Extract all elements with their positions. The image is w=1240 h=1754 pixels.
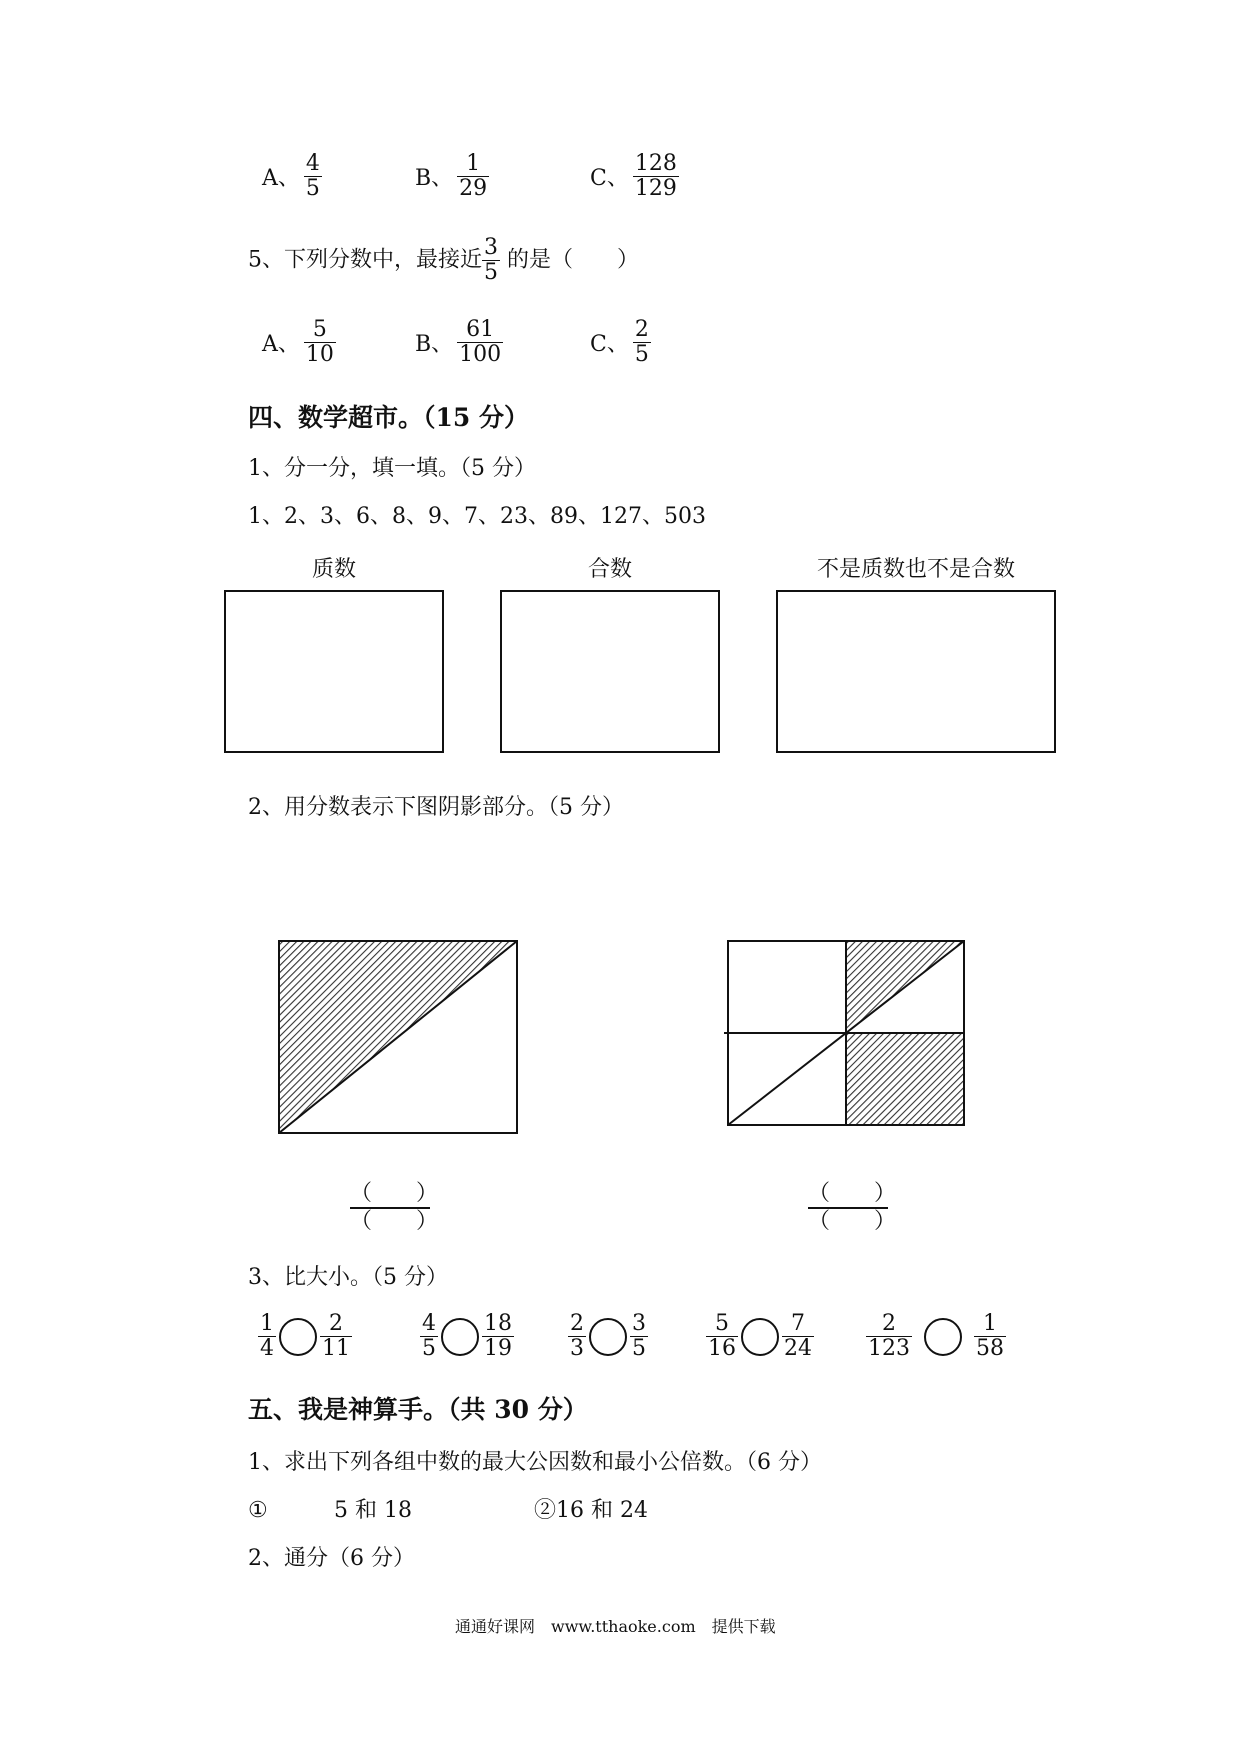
compare-circle[interactable] xyxy=(279,1318,317,1356)
s5-q1-item1: 5 和 18 xyxy=(334,1498,412,1523)
compare-circle[interactable] xyxy=(741,1318,779,1356)
s5-q1-item1-mark: ① xyxy=(248,1498,268,1523)
box-label-neither: 不是质数也不是合数 xyxy=(816,557,1015,582)
q5-question: 5、下列分数中，最接近 $\frac{3}{5}$ 的是（ ） xyxy=(248,235,639,286)
box-label-composite: 合数 xyxy=(587,557,632,582)
q4-option-a: A、 $\frac{4}{5}$ xyxy=(262,151,320,202)
s4-q3-title: 3、比大小。（5 分） xyxy=(248,1265,448,1290)
s5-q2-title: 2、通分（6 分） xyxy=(248,1546,415,1571)
q4-option-c: C、 $\frac{128}{129}$ xyxy=(590,151,677,202)
compare-pair-4: $\frac{5}{16}$ $\frac{7}{24}$ xyxy=(708,1311,812,1362)
compare-circle[interactable] xyxy=(589,1318,627,1356)
q5-option-a: A、 $\frac{5}{10}$ xyxy=(262,317,334,368)
compare-pair-5: $\frac{2}{123}$ $\frac{1}{58}$ xyxy=(868,1311,1004,1362)
compare-pair-1: $\frac{1}{4}$ $\frac{2}{11}$ xyxy=(260,1311,350,1362)
q5-option-c: C、 $\frac{2}{5}$ xyxy=(590,317,649,368)
s4-q1-numbers: 1、2、3、6、8、9、7、23、89、127、503 xyxy=(248,504,706,529)
compare-circle[interactable] xyxy=(441,1318,479,1356)
figure-2-shaded-square xyxy=(846,1033,964,1125)
s4-q1-title: 1、分一分，填一填。（5 分） xyxy=(248,456,536,481)
compare-circle[interactable] xyxy=(924,1318,962,1356)
compare-pair-3: $\frac{2}{3}$ $\frac{3}{5}$ xyxy=(570,1311,646,1362)
q5-option-b: B、 $\frac{61}{100}$ xyxy=(415,317,502,368)
compare-pair-2: $\frac{4}{5}$ $\frac{18}{19}$ xyxy=(422,1311,512,1362)
figure-2-answer[interactable]: （ ） （ ） xyxy=(808,1181,897,1235)
section4-title: 四、数学超市。（15 分） xyxy=(248,403,529,432)
box-label-prime: 质数 xyxy=(311,557,356,582)
section5-title: 五、我是神算手。（共 30 分） xyxy=(248,1395,588,1424)
s5-q1-item2: ②16 和 24 xyxy=(534,1498,648,1523)
footer-credit: 通通好课网 www.tthaoke.com 提供下载 xyxy=(455,1617,776,1636)
q4-option-b: B、 $\frac{1}{29}$ xyxy=(415,151,488,202)
figure-1-rectangle xyxy=(279,941,517,1133)
figure-1-answer[interactable]: （ ） （ ） xyxy=(350,1181,439,1235)
s5-q1-title: 1、求出下列各组中数的最大公因数和最小公倍数。（6 分） xyxy=(248,1450,822,1475)
figure-2-grid xyxy=(724,941,964,1125)
s4-q2-title: 2、用分数表示下图阴影部分。（5 分） xyxy=(248,795,624,820)
